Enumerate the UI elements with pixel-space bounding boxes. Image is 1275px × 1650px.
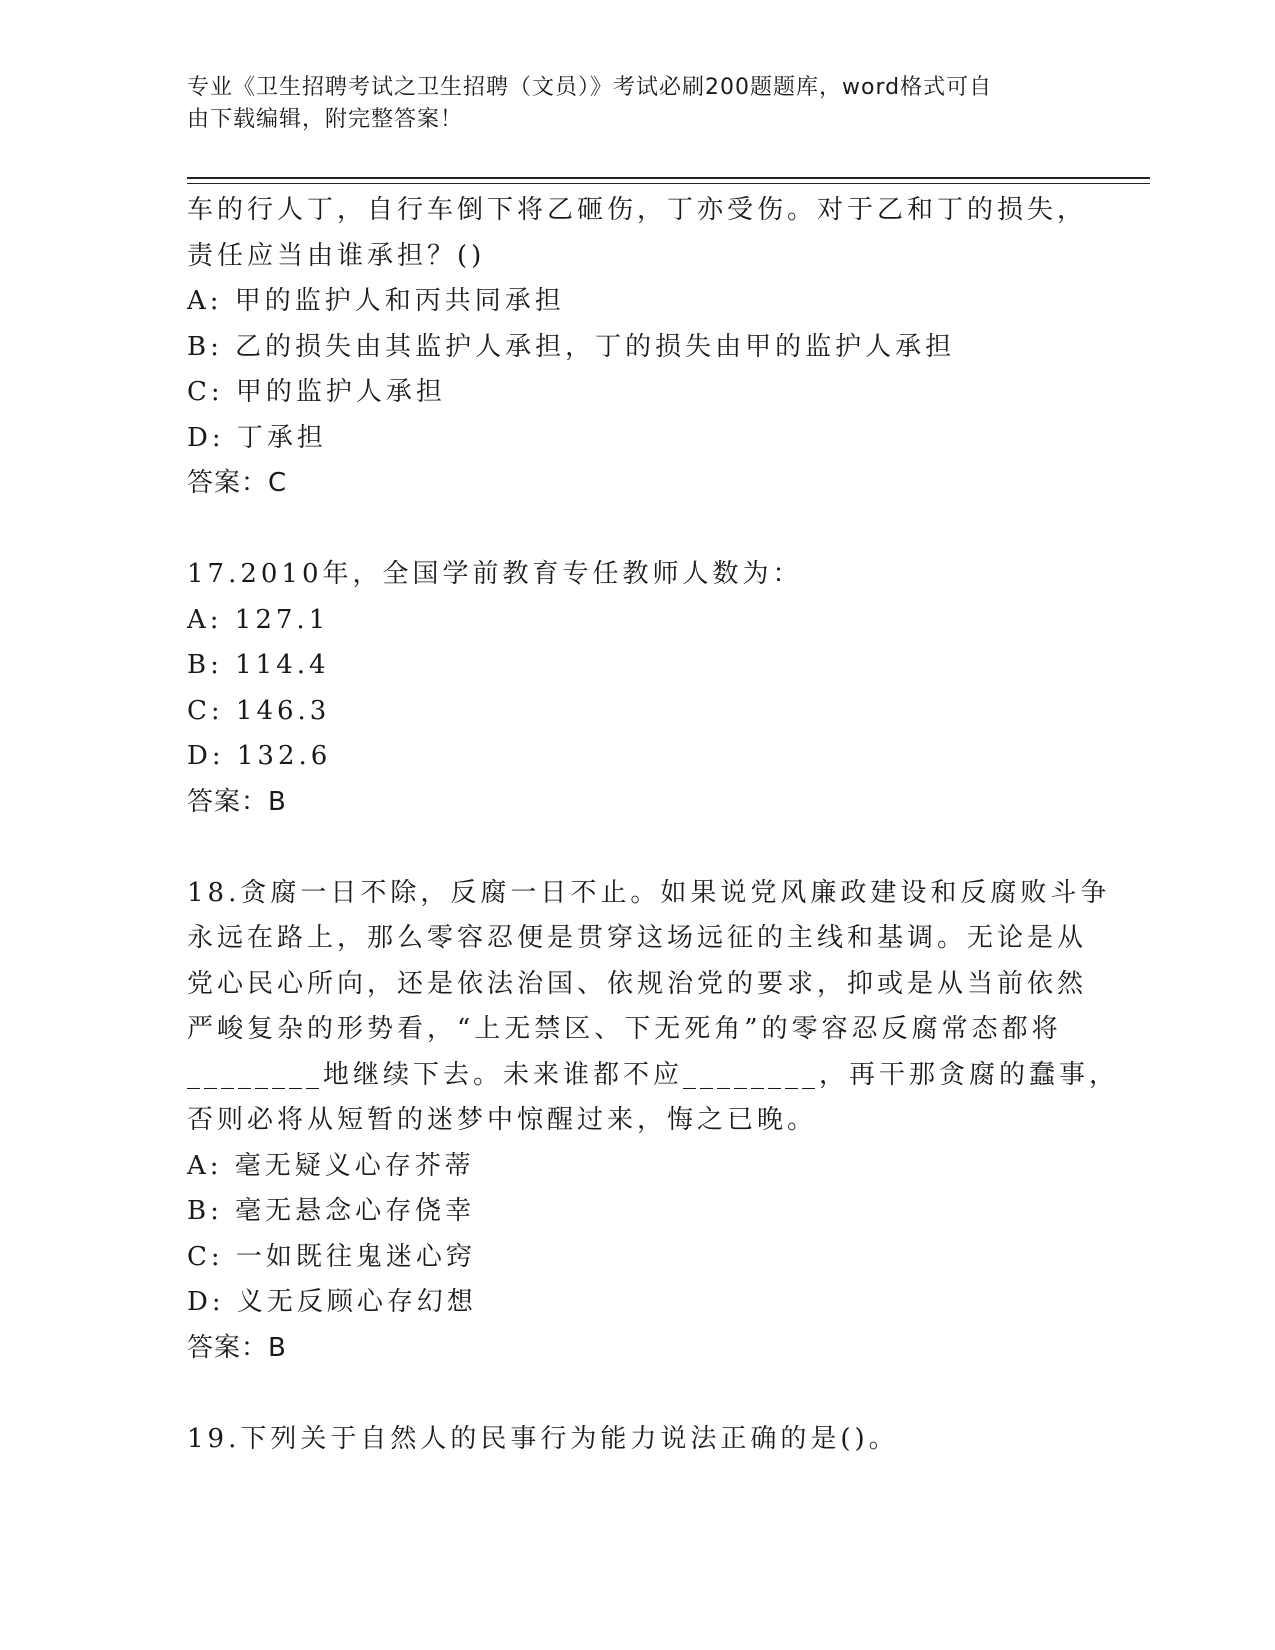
question-stem-line: ________地继续下去。未来谁都不应________，再干那贪腐的蠢事，	[187, 1059, 1120, 1090]
answer-line: 答案：C	[187, 468, 288, 498]
option-c: C: 一如既往鬼迷心窍	[187, 1241, 476, 1272]
question-18	[187, 871, 1120, 1372]
header-line-2: 由下载编辑，附完整答案！	[187, 107, 464, 132]
document-header	[187, 72, 1067, 136]
question-stem-line: 严峻复杂的形势看，“上无禁区、下无死角”的零容忍反腐常态都将	[187, 1014, 1062, 1044]
option-a: A: 127.1	[187, 604, 330, 635]
spacer	[187, 825, 1087, 871]
header-line-1: 专业《卫生招聘考试之卫生招聘（文员）》考试必刷200题题库，word格式可自	[187, 75, 993, 100]
answer-line: 答案：B	[187, 786, 287, 817]
question-19	[187, 1417, 1087, 1463]
header-divider-thick	[187, 177, 1150, 179]
spacer	[187, 1371, 1087, 1417]
option-a: A: 甲的监护人和丙共同承担	[187, 286, 565, 316]
option-c: C: 甲的监护人承担	[187, 377, 446, 407]
option-d: D: 义无反顾心存幻想	[187, 1287, 477, 1317]
question-stem-line: 19.下列关于自然人的民事行为能力说法正确的是()。	[187, 1423, 899, 1454]
page-content	[187, 188, 1120, 1462]
answer-line: 答案：B	[187, 1332, 287, 1363]
question-stem-line: 党心民心所向，还是依法治国、依规治党的要求，抑或是从当前依然	[187, 968, 1088, 999]
question-stem-line: 永远在路上，那么零容忍便是贯穿这场远征的主线和基调。无论是从	[187, 923, 1088, 953]
option-a: A: 毫无疑义心存芥蒂	[187, 1150, 475, 1181]
question-stem-line: 18.贪腐一日不除，反腐一日不止。如果说党风廉政建设和反腐败斗争	[187, 877, 1111, 908]
option-b: B: 乙的损失由其监护人承担，丁的损失由甲的监护人承担	[187, 331, 956, 362]
question-stem-line: 否则必将从短暂的迷梦中惊醒过来，悔之已晚。	[187, 1105, 818, 1135]
option-b: B: 114.4	[187, 650, 330, 680]
question-stem-line: 责任应当由谁承担？()	[187, 240, 486, 271]
option-b: B: 毫无悬念心存侥幸	[187, 1196, 476, 1226]
option-d: D: 丁承担	[187, 422, 327, 453]
question-17	[187, 552, 1087, 825]
question-16	[187, 188, 1087, 507]
spacer	[187, 507, 1087, 553]
question-stem-line: 17.2010年，全国学前教育专任教师人数为：	[187, 559, 803, 589]
option-c: C: 146.3	[187, 695, 331, 726]
header-divider-thin	[187, 183, 1150, 184]
option-d: D: 132.6	[187, 741, 332, 771]
question-stem-line: 车的行人丁，自行车倒下将乙砸伤，丁亦受伤。对于乙和丁的损失，	[187, 195, 1088, 225]
